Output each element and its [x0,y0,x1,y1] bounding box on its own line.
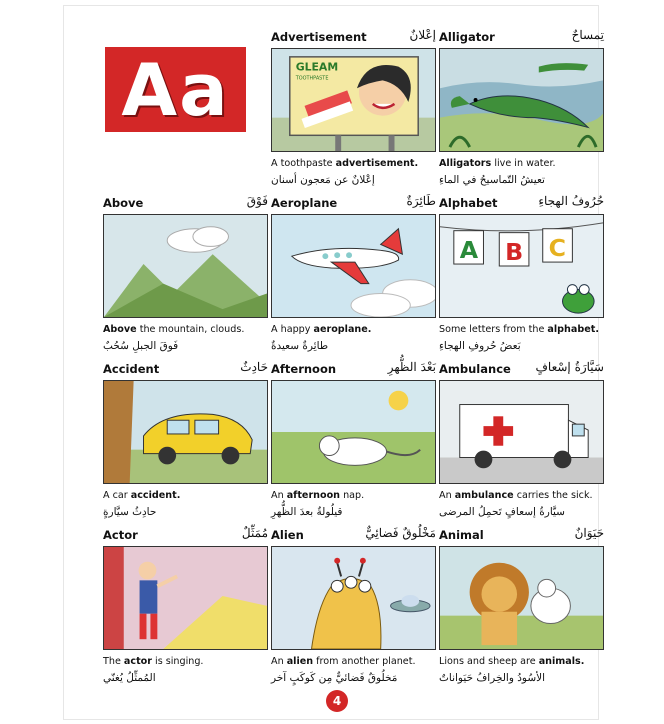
entry-word: Alien [271,528,304,542]
aeroplane-illustration [271,214,436,318]
entry-caption: Lions and sheep are animals. [439,656,585,667]
entry-caption: Above the mountain, clouds. [103,324,245,335]
entry-caption: A happy aeroplane. [271,324,372,335]
entry-arabic: تِمساحٌ [571,28,604,42]
dictionary-page [64,6,604,719]
entry-caption-arabic: قيلُولةٌ بعدَ الظُّهرِ [271,506,343,518]
billboard-text: GLEAM [295,60,339,74]
entry-caption-arabic: مَخلُوقٌ فَضائيٌّ مِن كَوكَبٍ آخر [271,672,398,684]
animal-illustration [439,546,604,650]
above-illustration [103,214,268,318]
entry-word: Ambulance [439,362,511,376]
letter-c: C [548,234,567,263]
entry-arabic: حَيَوَانٌ [574,526,604,540]
entry-caption: Alligators live in water. [439,158,556,169]
entry-arabic: حُرُوفُ الهجاءِ [538,194,604,208]
entry-arabic: سَيَّارَةُ إسْعافٍ [535,360,604,374]
entry-word: Actor [103,528,138,542]
alphabet-illustration [439,214,604,318]
accident-illustration [103,380,268,484]
entry-word: Animal [439,528,484,542]
entry-caption-arabic: فَوقَ الجبلِ سُحُبٌ [103,340,179,352]
entry-caption: The actor is singing. [103,656,204,667]
entry-arabic: مَخْلُوقٌ فَضائِيٌّ [365,526,436,540]
entry-caption-arabic: تعيشُ التّماسيحُ في الماءِ [439,174,545,186]
ambulance-illustration [439,380,604,484]
letter-a: A [459,236,479,265]
entry-caption: A car accident. [103,490,181,501]
entry-word: Above [103,196,144,210]
entry-caption-arabic: حادِثُ سيَّارةٍ [103,506,157,518]
entry-arabic: بَعْدَ الظُّهرِ [387,360,436,374]
entry-word: Aeroplane [271,196,338,210]
alien-illustration [271,546,436,650]
entry-caption-arabic: طائِرةٌ سعيدةٌ [271,340,329,352]
entry-arabic: طَائِرَةٌ [406,194,436,208]
entry-caption: A toothpaste advertisement. [271,158,419,169]
afternoon-illustration [271,380,436,484]
alligator-illustration [439,48,604,152]
entry-arabic: إعْلانٌ [409,28,436,42]
entry-caption-arabic: المُمثِّلُ يُغنّي [103,672,156,684]
page-number: 4 [326,690,348,712]
entry-arabic: فَوْقَ [246,194,268,208]
letter-block [105,47,246,132]
entry-caption-arabic: الأسُودُ والخِرافُ حَيَواناتٌ [439,672,546,684]
entry-word: Accident [103,362,160,376]
entry-word: Advertisement [271,30,367,44]
entry-arabic: مُمَثِّلٌ [241,526,268,540]
entry-word: Alphabet [439,196,498,210]
entry-caption: An alien from another planet. [271,656,416,667]
entry-word: Afternoon [271,362,337,376]
entry-caption-arabic: إعْلانٌ عن مَعجون أسنان [271,174,375,186]
billboard-subtext: TOOTHPASTE [295,75,329,82]
entry-word: Alligator [439,30,495,44]
entry-caption: An ambulance carries the sick. [439,490,593,501]
entry-arabic: حَادِثٌ [240,360,268,374]
advertisement-illustration [271,48,436,152]
letter-b: B [505,238,524,267]
entry-caption-arabic: بَعضُ حُروفِ الهجاءِ [439,340,521,352]
actor-illustration [103,546,268,650]
entry-caption: Some letters from the alphabet. [439,324,599,335]
letter-block-text: Aa [121,47,230,132]
entry-caption: An afternoon nap. [271,490,365,501]
entry-caption-arabic: سيَّارةُ إسعافٍ تَحمِلُ المرضى [439,506,565,518]
